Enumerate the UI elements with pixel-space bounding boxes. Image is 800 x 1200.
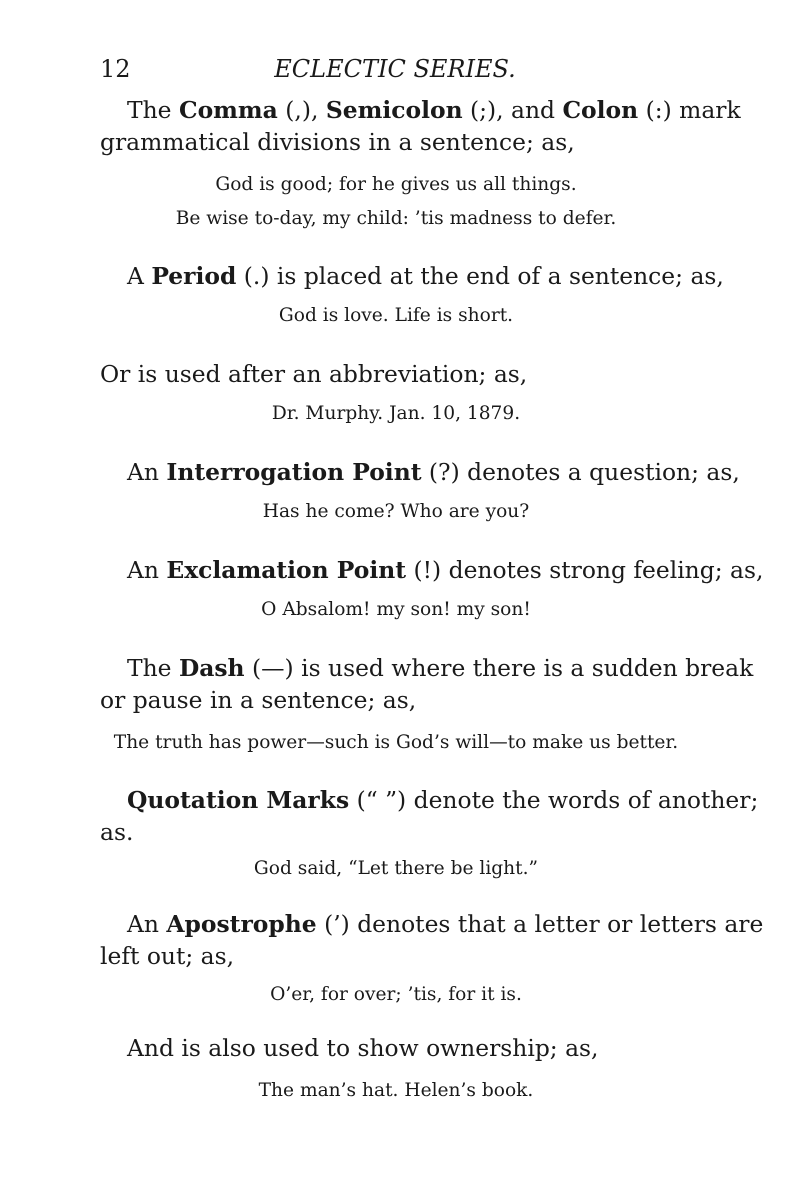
term-exclamation-point: Exclamation Point <box>166 556 407 584</box>
term-colon: Colon <box>562 96 639 124</box>
example-line: Has he come? Who are you? <box>262 501 530 522</box>
example-line: God said, “Let there be light.” <box>253 858 539 879</box>
page-number: 12 <box>100 55 131 83</box>
paragraph-period: A Period (.) is placed at the end of a sentence; as, <box>127 262 724 290</box>
example-line: O’er, for over; ’tis, for it is. <box>270 984 522 1005</box>
term-comma: Comma <box>178 96 278 124</box>
paragraph-interrogation-point: An Interrogation Point (?) denotes a question; as, <box>127 458 740 486</box>
paragraph-quotation-marks: Quotation Marks (“ ”) denote the words of another; as. <box>100 786 759 846</box>
paragraph-line: grammatical divisions in a sentence; as, <box>100 128 575 156</box>
example-line: Be wise to-day, my child: ’tis madness to defer. <box>175 208 617 229</box>
example-line: God is love. Life is short. <box>278 305 514 326</box>
term-period: Period <box>151 262 237 290</box>
example-line: Dr. Murphy. Jan. 10, 1879. <box>271 403 521 424</box>
paragraph-comma-semicolon-colon <box>100 94 741 158</box>
example-line: O Absalom! my son! my son! <box>261 599 531 620</box>
paragraph-ownership: And is also used to show ownership; as, <box>127 1034 599 1062</box>
term-quotation-marks: Quotation Marks <box>127 786 350 814</box>
page-header <box>100 52 690 86</box>
term-semicolon: Semicolon <box>325 96 463 124</box>
paragraph-abbreviation: Or is used after an abbreviation; as, <box>100 360 528 388</box>
term-interrogation-point: Interrogation Point <box>166 458 422 486</box>
paragraph-apostrophe: An Apostrophe (’) denotes that a letter or letters are left out; as, <box>100 910 764 970</box>
term-dash: Dash <box>178 654 245 682</box>
example-line: The man’s hat. Helen’s book. <box>258 1080 534 1101</box>
paragraph-exclamation-point: An Exclamation Point (!) denotes strong feeling; as, <box>127 556 764 584</box>
paragraph-line: The Comma (,), Semicolon (;), and Colon (:) mark <box>127 96 741 124</box>
term-apostrophe: Apostrophe <box>166 910 317 938</box>
example-line: God is good; for he gives us all things. <box>215 174 577 195</box>
example-line: The truth has power—such is God’s will—to make us better. <box>113 732 679 753</box>
running-title: ECLECTIC SERIES. <box>274 55 516 83</box>
paragraph-dash: The Dash (—) is used where there is a sudden break or pause in a sentence; as, <box>100 654 754 714</box>
